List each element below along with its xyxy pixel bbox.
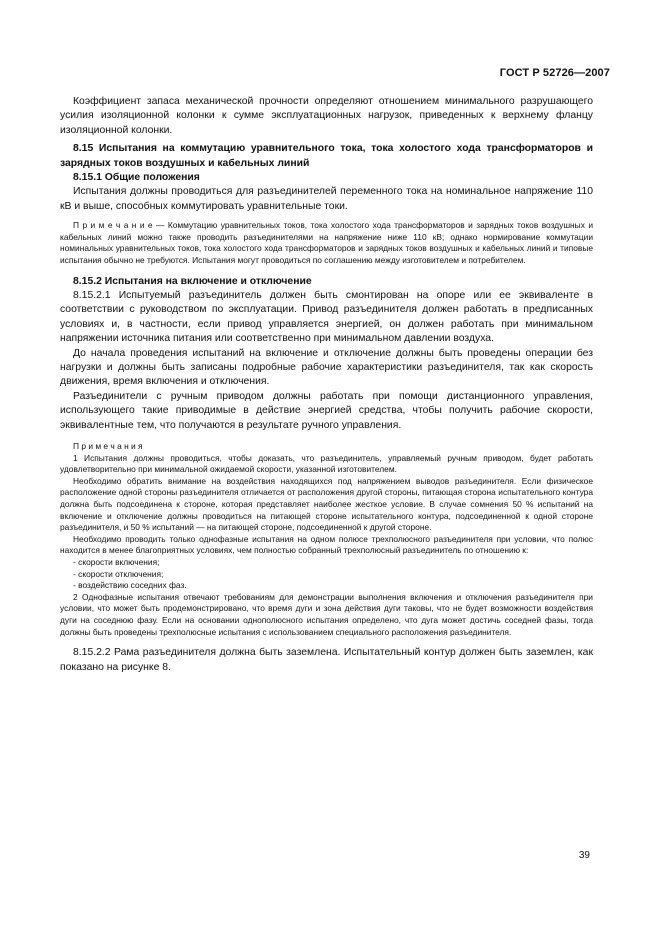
note-1-list: [60, 557, 593, 592]
note-2: 2 Однофазные испытания отвечают требованиям для демонстрации выполнения включения и отключения разъединителя при условии, что может быть продемонстрировано, что время дуги и зона действия дуги таковы, что не будет возможности воздействия дуги на соседнюю фазу. Если на основании однополюсного испытания определено, что дуга может достичь соседней фазы, тогда должны быть проведены трехполюсные испытания с использованием специального расположения разъединителя.: [60, 591, 593, 637]
section-8-15-1-heading: 8.15.1 Общие положения: [73, 172, 200, 184]
intro-paragraph: Коэффициент запаса механической прочности определяют отношением минимального разрушающего усилия изоляционной колонки к сумме эксплуатационных нагрузок, приведенных к верхнему фланцу изоляционной колонки.: [60, 96, 593, 136]
list-item: - воздействию соседних фаз.: [60, 580, 593, 592]
section-8-15-1-paragraph: Испытания должны проводиться для разъединителей переменного тока на номинальное напряжение 110 кВ и выше, способных коммутировать уравнительные токи.: [60, 186, 593, 212]
paragraph-8-15-2-2: 8.15.2.2 Рама разъединителя должна быть заземлена. Испытательный контур должен быть заземлен, как показано на рисунке 8.: [60, 647, 593, 673]
section-8-15-2-heading: 8.15.2 Испытания на включение и отключение: [73, 275, 312, 287]
document-id-header: ГОСТ Р 52726—2007: [499, 67, 610, 79]
list-item: - скорости включения;: [60, 557, 593, 569]
note-label: П р и м е ч а н и е: [73, 220, 153, 231]
note-text: — Коммутацию уравнительных токов, тока холостого хода трансформаторов и зарядных токов воздушных и кабельных линий можно также проводить разъединителями на напряжение ниже 110 кВ; однако нормирование коммутации номинальных уравнительных токов, тока холостого хода трансформаторов и зарядных токов воздушных и кабельных линий и типовые испытания обычно не требуются. Испытания могут проводиться по соглашению между изготовителем и потребителем.: [60, 220, 593, 266]
list-item: - скорости отключения;: [60, 569, 593, 581]
note-1-a: 1 Испытания должны проводиться, чтобы доказать, что разъединитель, управляемый ручным приводом, будет работать удовлетворительно при минимальной ожидаемой скорости, указанной изготовителем.: [60, 452, 593, 475]
paragraph-8-15-2-1: 8.15.2.1 Испытуемый разъединитель должен быть смонтирован на опоре или ее эквиваленте в соответствии с руководством по эксплуатации. Привод разъединителя должен работать в предписанных условиях и, в частности, если привод управляется энергией, он должен работать при минимальном напряжении источника питания или соответственно при минимальном давлении воздуха.: [60, 290, 593, 345]
page-content: [60, 95, 593, 675]
notes-label: П р и м е ч а н и я: [73, 441, 143, 452]
notes-block: [60, 441, 593, 638]
section-8-15-heading: 8.15 Испытания на коммутацию уравнительного тока, тока холостого хода трансформаторов и зарядных токов воздушных и кабельных линий: [60, 143, 593, 169]
paragraph-operations: До начала проведения испытаний на включение и отключение должны быть проведены операции без нагрузки и должны быть записаны подробные рабочие характеристики разъединителя, так как скорость движения, время включения и отключения.: [60, 347, 593, 388]
paragraph-manual-drive: Разъединители с ручным приводом должны работать при помощи дистанционного управления, использующего такие приводимые в действие энергией средства, чтобы получить рабочие скорости, эквивалентные тем, что получаются в результате ручного управления.: [60, 390, 593, 431]
note-1-c: Необходимо проводить только однофазные испытания на одном полюсе трехполюсного разъединителя при условии, что полюс находится в менее благоприятных условиях, чем полностью собранный трехполюсный разъединитель по отношению к:: [60, 533, 593, 556]
page-number: 39: [578, 850, 590, 861]
section-8-15-1-note: [60, 220, 593, 266]
note-1-b: Необходимо обратить внимание на воздействия находящихся под напряжением выводов разъединителя. Если физическое расположение одной стороны разъединителя отличается от расположения другой стороны, питающая сторона испытательного контура должна быть подсоединена к стороне, которая представляет наиболее жесткое условие. В случае сомнения 50 % испытаний на включение и отключение должны проводиться на питающей стороне испытательного контура, подсоединенной к одной стороне разъединителя, и 50 % испытаний — на питающей стороне, подсоединенной к другой стороне.: [60, 475, 593, 533]
